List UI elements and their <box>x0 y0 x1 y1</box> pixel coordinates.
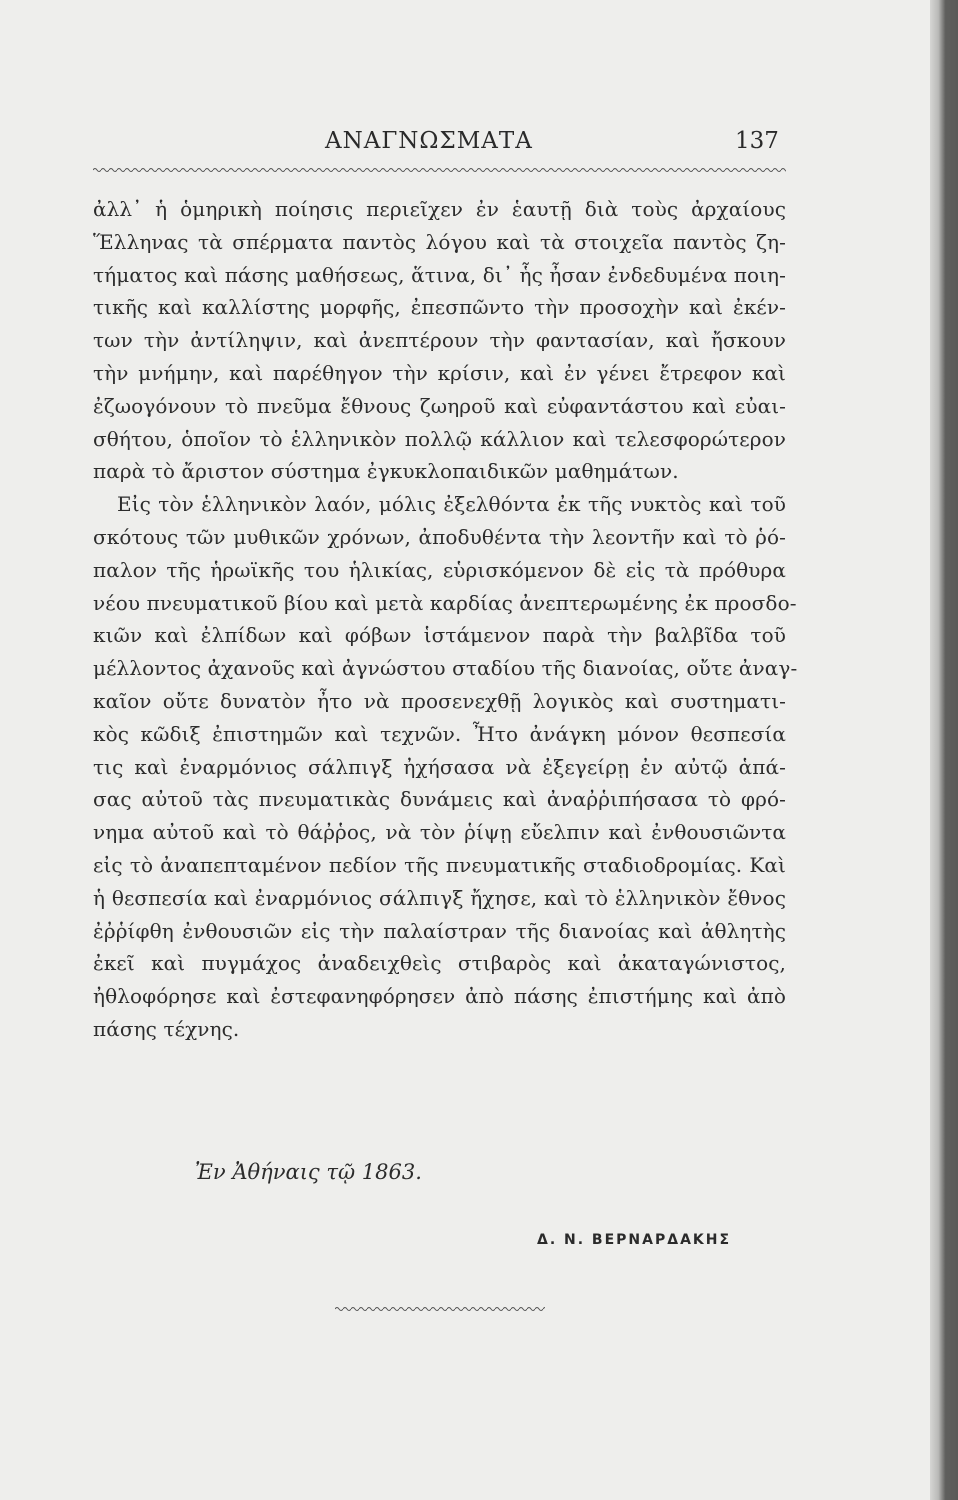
page-number: 137 <box>735 128 779 154</box>
text-line: ἐκεῖ καὶ πυγμάχος ἀναδειχθεὶς στιβαρὸς καὶ ἀκαταγώνιστος, <box>93 951 786 976</box>
text-line: παρὰ τὸ ἄριστον σύστημα ἐγκυκλοπαιδικῶν μαθημάτων. <box>93 459 679 484</box>
text-line: Εἰς τὸν ἑλληνικὸν λαόν, μόλις ἐξελθόντα ἐκ τῆς νυκτὸς καὶ τοῦ <box>117 492 786 517</box>
text-line: νέου πνευματικοῦ βίου καὶ μετὰ καρδίας ἀνεπτερωμένης ἐκ προσδο- <box>93 590 797 615</box>
running-header-title: ΑΝΑΓΝΩΣΜΑΤΑ <box>325 128 533 154</box>
text-line: των τὴν ἀντίληψιν, καὶ ἀνεπτέρουν τὴν φαντασίαν, καὶ ἤσκουν <box>93 328 786 353</box>
text-line: τήματος καὶ πάσης μαθήσεως, ἅτινα, δι᾽ ἧς ἦσαν ἐνδεδυμένα ποιη- <box>93 262 786 287</box>
text-line: ἠθλοφόρησε καὶ ἐστεφανηφόρησεν ἀπὸ πάσης ἐπιστήμης καὶ ἀπὸ <box>93 984 786 1009</box>
text-line: νημα αὐτοῦ καὶ τὸ θάῤῥος, νὰ τὸν ῥίψῃ εὔελπιν καὶ ἐνθουσιῶντα <box>93 820 786 845</box>
text-line: μέλλοντος ἀχανοῦς καὶ ἀγνώστου σταδίου τῆς διανοίας, οὔτε ἀναγ- <box>93 656 798 681</box>
text-line: ἡ θεσπεσία καὶ ἐναρμόνιος σάλπιγξ ἤχησε, καὶ τὸ ἑλληνικὸν ἔθνος <box>93 885 786 910</box>
text-line: τικῆς καὶ καλλίστης μορφῆς, ἐπεσπῶντο τὴν προσοχὴν καὶ ἐκέν- <box>93 295 786 320</box>
body-text <box>93 193 798 1046</box>
text-line: σκότους τῶν μυθικῶν χρόνων, ἀποδυθέντα τὴν λεοντῆν καὶ τὸ ῥό- <box>93 524 786 549</box>
text-line: τὴν μνήμην, καὶ παρέθηγον τὴν κρίσιν, καὶ ἐν γένει ἔτρεφον καὶ <box>93 360 786 385</box>
text-line: σθήτου, ὁποῖον τὸ ἑλληνικὸν πολλῷ κάλλιον καὶ τελεσφορώτερον <box>93 426 786 451</box>
text-line: κὸς κῶδιξ ἐπιστημῶν καὶ τεχνῶν. Ἦτο ἀνάγκη μόνον θεσπεσία <box>93 721 786 746</box>
author-signature: Δ. Ν. ΒΕΡΝΑΡΔΑΚΗΣ <box>537 1232 732 1248</box>
text-line: παλον τῆς ἡρωϊκῆς του ἡλικίας, εὑρισκόμενον δὲ εἰς τὰ πρόθυρα <box>93 557 786 582</box>
page-edge-shadow <box>930 0 958 1500</box>
text-line: εἰς τὸ ἀναπεπταμένον πεδίον τῆς πνευματικῆς σταδιοδρομίας. Καὶ <box>93 852 786 877</box>
place-date: Ἐν Ἀθήναις τῷ 1863. <box>195 1160 422 1184</box>
text-line: σας αὐτοῦ τὰς πνευματικὰς δυνάμεις καὶ ἀναῤῥιπήσασα τὸ φρό- <box>93 787 786 812</box>
text-line: καῖον οὔτε δυνατὸν ἦτο νὰ προσενεχθῇ λογικὸς καὶ συστηματι- <box>93 688 786 713</box>
text-line: ἐζωογόνουν τὸ πνεῦμα ἔθνους ζωηροῦ καὶ εὐφαντάστου καὶ εὐαι- <box>93 393 786 418</box>
closing-rule <box>335 1304 545 1314</box>
text-line: κιῶν καὶ ἐλπίδων καὶ φόβων ἱστάμενον παρὰ τὴν βαλβῖδα τοῦ <box>93 623 786 648</box>
text-line: Ἕλληνας τὰ σπέρματα παντὸς λόγου καὶ τὰ στοιχεῖα παντὸς ζη- <box>93 229 786 254</box>
text-line: πάσης τέχνης. <box>93 1016 240 1041</box>
text-line: ἀλλ᾽ ἡ ὁμηρικὴ ποίησις περιεῖχεν ἐν ἑαυτῇ διὰ τοὺς ἀρχαίους <box>93 197 786 221</box>
text-line: ἐῤῥίφθη ἐνθουσιῶν εἰς τὴν παλαίστραν τῆς διανοίας καὶ ἀθλητὴς <box>93 918 786 943</box>
text-line: τις καὶ ἐναρμόνιος σάλπιγξ ἠχήσασα νὰ ἐξεγείρῃ ἐν αὐτῷ ἁπά- <box>93 754 786 779</box>
header-rule <box>93 165 786 175</box>
